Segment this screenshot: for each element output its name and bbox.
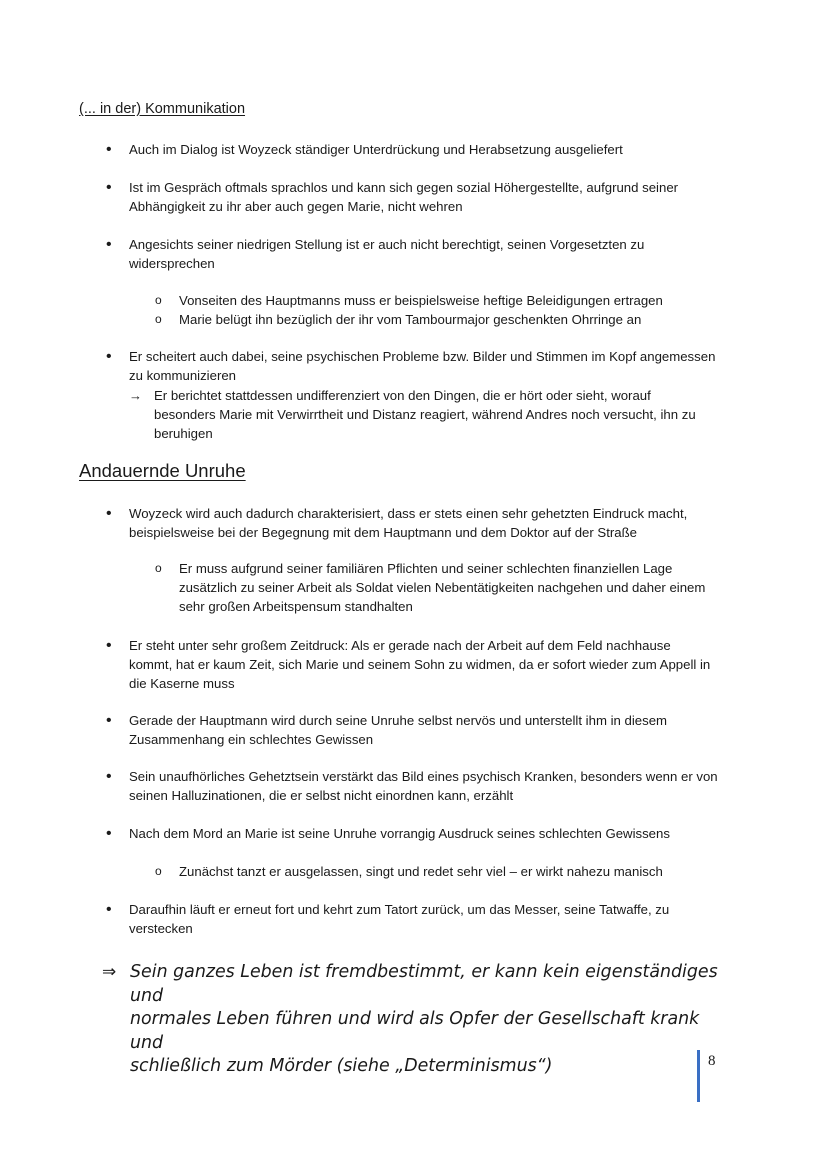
bullet-icon: • xyxy=(106,236,112,253)
bullet-item: • Auch im Dialog ist Woyzeck ständiger Unterdrückung und Herabsetzung ausgeliefert xyxy=(106,141,623,158)
bullet-item: • Woyzeck wird auch dadurch charakterisiert, dass er stets einen sehr gehetzten Eindruck macht, beispielsweise bei der Begegnung mit dem Hauptmann und dem Doktor auf der Straße xyxy=(106,505,688,540)
section-heading-unruhe: Andauernde Unruhe xyxy=(79,460,246,481)
double-arrow-icon: ⇒ xyxy=(102,962,117,982)
circle-bullet-icon: o xyxy=(155,864,162,878)
section-heading-kommunikation: (... in der) Kommunikation xyxy=(79,101,246,117)
bullet-icon: • xyxy=(106,901,112,918)
circle-bullet-icon: o xyxy=(155,561,162,575)
circle-bullet-icon: o xyxy=(155,312,162,326)
bullet-icon: • xyxy=(106,637,112,654)
bullet-icon: • xyxy=(106,179,112,196)
bullet-icon: • xyxy=(106,505,112,522)
bullet-icon: • xyxy=(106,348,112,365)
bullet-item: • Nach dem Mord an Marie ist seine Unruhe vorrangig Ausdruck seines schlechten Gewissens xyxy=(106,825,670,842)
bullet-icon: • xyxy=(106,825,112,842)
bullet-item: • Angesichts seiner niedrigen Stellung ist er auch nicht berechtigt, seinen Vorgesetzten zu widersprechen xyxy=(106,236,645,271)
bullet-item: • Er scheitert auch dabei, seine psychischen Probleme bzw. Bilder und Stimmen im Kopf angemessen zu kommunizieren xyxy=(106,348,716,383)
bullet-item: • Er steht unter sehr großem Zeitdruck: Als er gerade nach der Arbeit auf dem Feld nachhause kommt, hat er kaum Zeit, sich Marie und seinem Sohn zu widmen, da er sofort wieder zum Appell in die Kaserne muss xyxy=(106,637,711,691)
bullet-item: • Daraufhin läuft er erneut fort und kehrt zum Tatort zurück, um das Messer, seine Tatwaffe, zu verstecken xyxy=(106,901,670,936)
bullet-icon: • xyxy=(106,141,112,158)
bullet-item: • Gerade der Hauptmann wird durch seine Unruhe selbst nervös und unterstellt ihm in diesem Zusammenhang ein schlechtes Gewissen xyxy=(106,712,668,747)
circle-bullet-icon: o xyxy=(155,293,162,307)
arrow-item: → Er berichtet stattdessen undifferenziert von den Dingen, die er hört oder sieht, worauf besonders Marie mit Verwirrtheit und Distanz reagiert, während Andres noch versucht, ihn zu beruhigen xyxy=(129,388,696,441)
right-arrow-icon: → xyxy=(129,388,142,403)
sub-bullet-item: o Er muss aufgrund seiner familiären Pflichten und seiner schlechten finanziellen Lage zusätzlich zu seiner Arbeit als Soldat vielen Nebentätigkeiten nachgehen und daher einem sehr großen Arbeitspensum standhalten xyxy=(155,561,706,614)
bullet-item: • Ist im Gespräch oftmals sprachlos und kann sich gegen sozial Höhergestellte, aufgrund seiner Abhängigkeit zu ihr aber auch gegen Marie, nicht wehren xyxy=(106,179,679,214)
page-number-bar xyxy=(697,1050,700,1102)
sub-bullet-item: o Zunächst tanzt er ausgelassen, singt und redet sehr viel – er wirkt nahezu manisch xyxy=(155,864,663,879)
bullet-icon: • xyxy=(106,768,112,785)
sub-bullet-item: o Vonseiten des Hauptmanns muss er beispielsweise heftige Beleidigungen ertragen xyxy=(155,293,663,308)
page-number: 8 xyxy=(708,1053,716,1069)
sub-bullet-item: o Marie belügt ihn bezüglich der ihr vom Tambourmajor geschenkten Ohrringe an xyxy=(155,312,642,327)
conclusion-statement: ⇒ Sein ganzes Leben ist fremdbestimmt, er kann kein eigenständiges und normales Leben führen und wird als Opfer der Gesellschaft krank und schließlich zum Mörder (siehe „Determinismus“) xyxy=(102,962,718,1076)
bullet-item: • Sein unaufhörliches Gehetztsein verstärkt das Bild eines psychisch Kranken, besonders wenn er von seinen Halluzinationen, die er selbst nicht einordnen kann, erzählt xyxy=(106,768,718,803)
bullet-icon: • xyxy=(106,712,112,729)
